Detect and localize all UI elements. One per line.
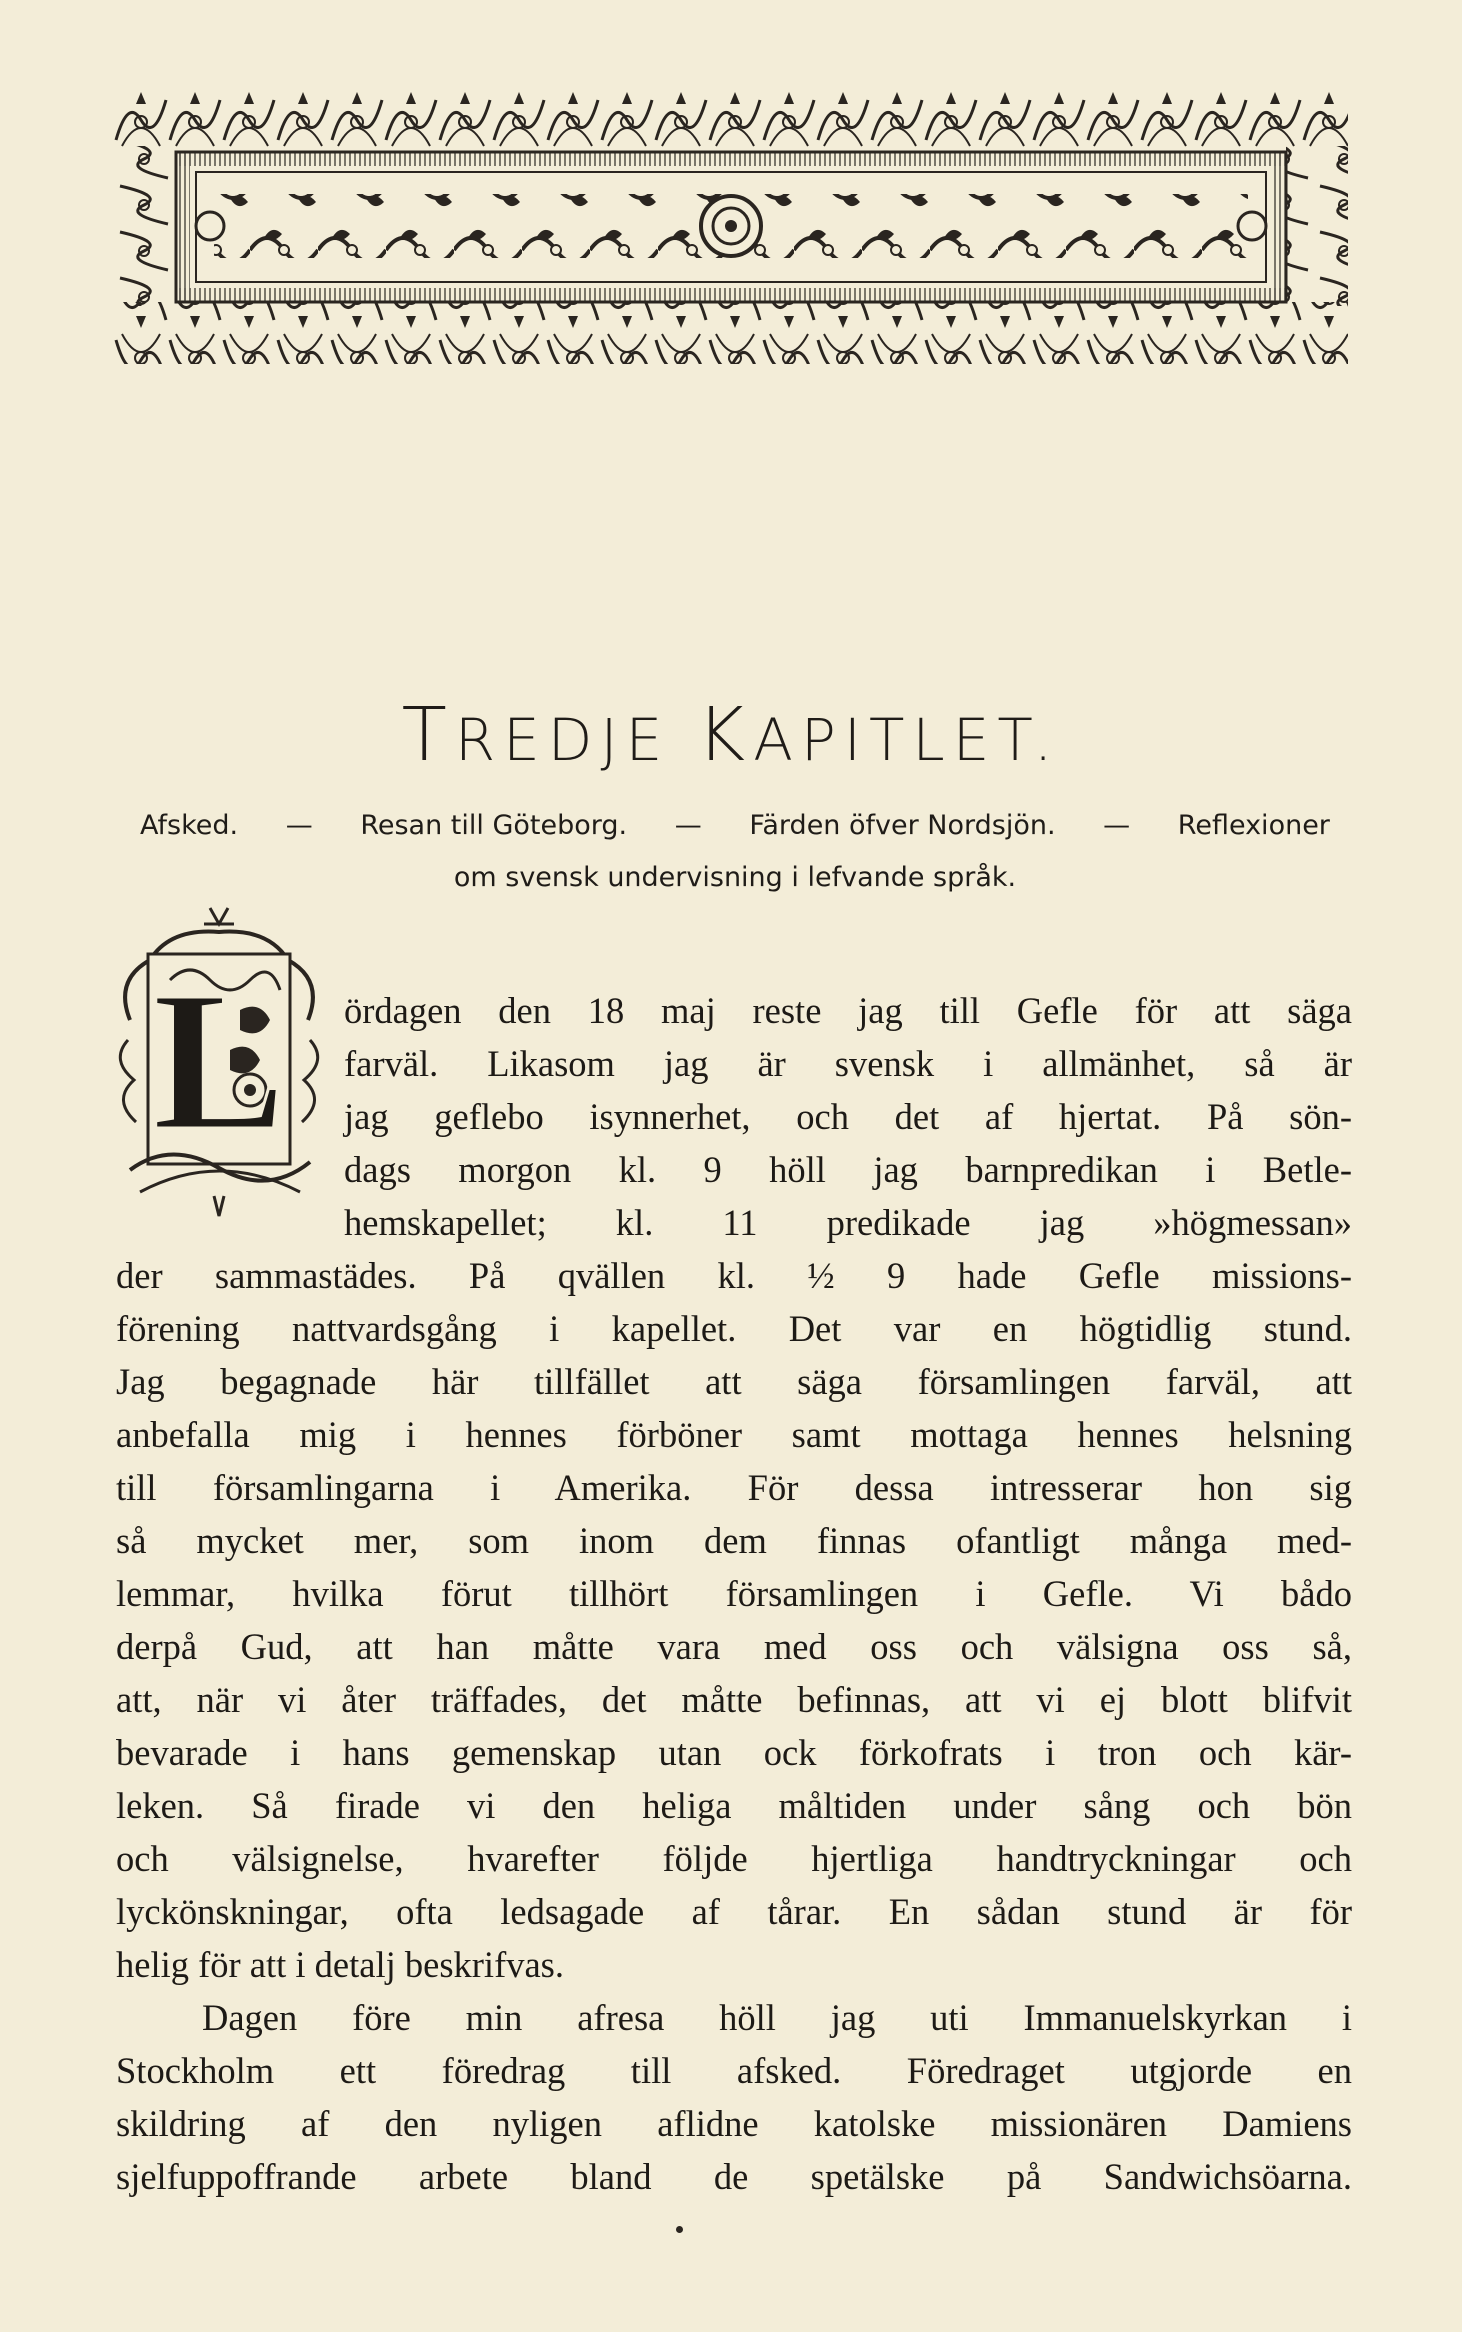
text-line: hemskapellet; kl. 11 predikade jag »högmessan» [344, 1202, 1352, 1243]
first-paragraph-opening [116, 984, 1352, 1249]
text-line: lemmar, hvilka förut tillhört församlingen i Gefle. Vi bådo [116, 1573, 1352, 1614]
text-line: till församlingarna i Amerika. För dessa intresserar hon sig [116, 1467, 1352, 1508]
text-line: förening nattvardsgång i kapellet. Det var en högtidlig stund. [116, 1308, 1352, 1349]
chapter-title-rest-2: APITLET. [753, 706, 1061, 774]
text-line: helig för att i detalj beskrifvas. [116, 1944, 564, 1985]
text-line: att, när vi åter träffades, det måtte befinnas, att vi ej blott blifvit [116, 1679, 1352, 1720]
chapter-title [0, 692, 1462, 778]
text-line: leken. Så firade vi den heliga måltiden under sång och bön [116, 1785, 1352, 1826]
text-line: der sammastädes. På qvällen kl. ½ 9 hade Gefle missions- [116, 1255, 1352, 1296]
summary-item: Afsked. [140, 810, 239, 841]
chapter-title-cap-2: K [696, 692, 754, 778]
text-line: Stockholm ett föredrag till afsked. Föredraget utgjorde en [116, 2050, 1352, 2091]
text-line: bevarade i hans gemenskap utan ock förkofrats i tron och kär- [116, 1732, 1352, 1773]
text-line: så mycket mer, som inom dem finnas ofantligt många med- [116, 1520, 1352, 1561]
summary-line-1 [140, 800, 1330, 852]
text-line: dags morgon kl. 9 höll jag barnpredikan i Betle- [344, 1149, 1352, 1190]
summary-item: Resan till Göteborg. [360, 810, 628, 841]
text-line: Jag begagnade här tillfället att säga församlingen farväl, att [116, 1361, 1352, 1402]
chapter-title-cap-1: T [401, 692, 455, 778]
text-line: Dagen före min afresa höll jag uti Immanuelskyrkan i [202, 1997, 1352, 2038]
ornamental-header-band [114, 90, 1348, 365]
ornament-border-graphic [114, 90, 1348, 365]
first-paragraph-continuation [116, 1249, 1352, 1991]
text-line: derpå Gud, att han måtte vara med oss och välsigna oss så, [116, 1626, 1352, 1667]
dropcap-letter: L [152, 951, 286, 1172]
summary-dash: — [1103, 810, 1131, 841]
summary-dash: — [674, 810, 702, 841]
chapter-title-rest-1: REDJE [454, 706, 671, 774]
text-line: farväl. Likasom jag är svensk i allmänhet, så är [344, 1043, 1352, 1084]
second-paragraph [116, 1991, 1352, 2203]
summary-item: Reflexioner [1177, 810, 1330, 841]
text-line: och välsignelse, hvarefter följde hjertliga handtryckningar och [116, 1838, 1352, 1879]
text-line: jag geflebo isynnerhet, och det af hjertat. På sön- [344, 1096, 1352, 1137]
summary-line-2: om svensk undervisning i lefvande språk. [453, 862, 1017, 893]
text-line: sjelfuppoffrande arbete bland de spetälske på Sandwichsöarna. [116, 2156, 1352, 2197]
summary-item: Färden öfver Nordsjön. [749, 810, 1056, 841]
text-line: anbefalla mig i hennes förböner samt mottaga hennes helsning [116, 1414, 1352, 1455]
text-line: ördagen den 18 maj reste jag till Gefle för att säga [344, 990, 1352, 1031]
summary-dash: — [285, 810, 313, 841]
text-line: skildring af den nyligen aflidne katolske missionären Damiens [116, 2103, 1352, 2144]
text-line: lyckönskningar, ofta ledsagade af tårar. En sådan stund är för [116, 1891, 1352, 1932]
page-dot [676, 2226, 683, 2233]
chapter-summary [140, 800, 1330, 904]
